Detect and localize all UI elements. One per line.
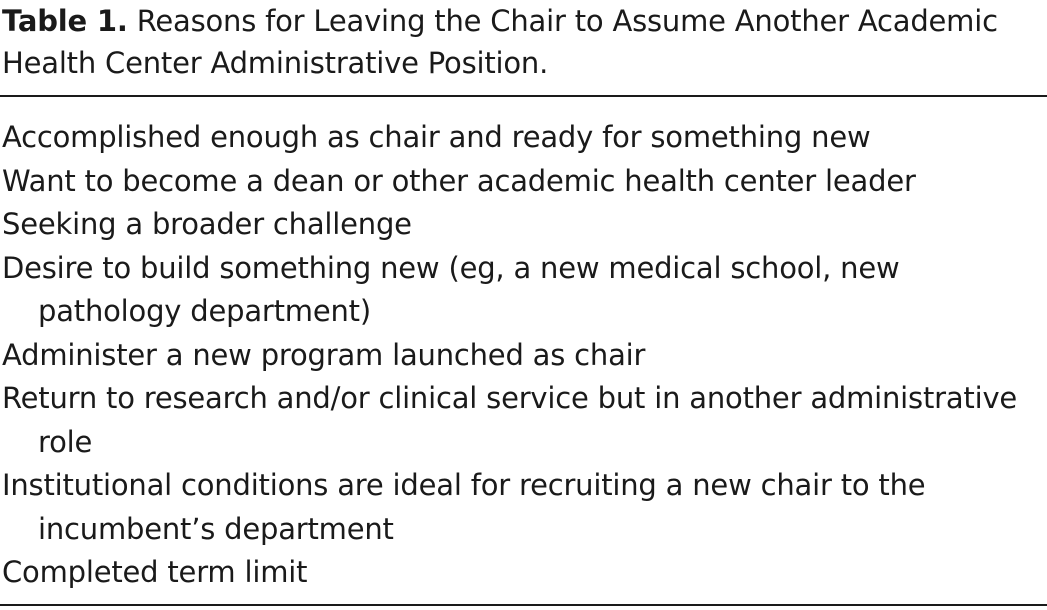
table-top-rule (0, 95, 1047, 97)
table-row: Completed term limit (2, 555, 308, 589)
table-row: Return to research and/or clinical service but in another administrative role (2, 381, 1018, 459)
table-body (2, 116, 1047, 595)
table-title: Reasons for Leaving the Chair to Assume Another Academic Health Center Administrative Position. (2, 4, 998, 80)
table-bottom-rule (0, 604, 1047, 606)
table-row: Want to become a dean or other academic health center leader (2, 163, 916, 198)
table-row: Administer a new program launched as chair (2, 337, 646, 372)
table-row: Institutional conditions are ideal for recruiting a new chair to the incumbent’s department (2, 468, 926, 546)
table-row: Seeking a broader challenge (2, 207, 412, 241)
table-caption (2, 0, 1047, 84)
table-row: Accomplished enough as chair and ready for something new (2, 120, 871, 154)
table-label: Table 1. (2, 4, 128, 38)
table-row: Desire to build something new (eg, a new medical school, new pathology department) (2, 250, 900, 328)
